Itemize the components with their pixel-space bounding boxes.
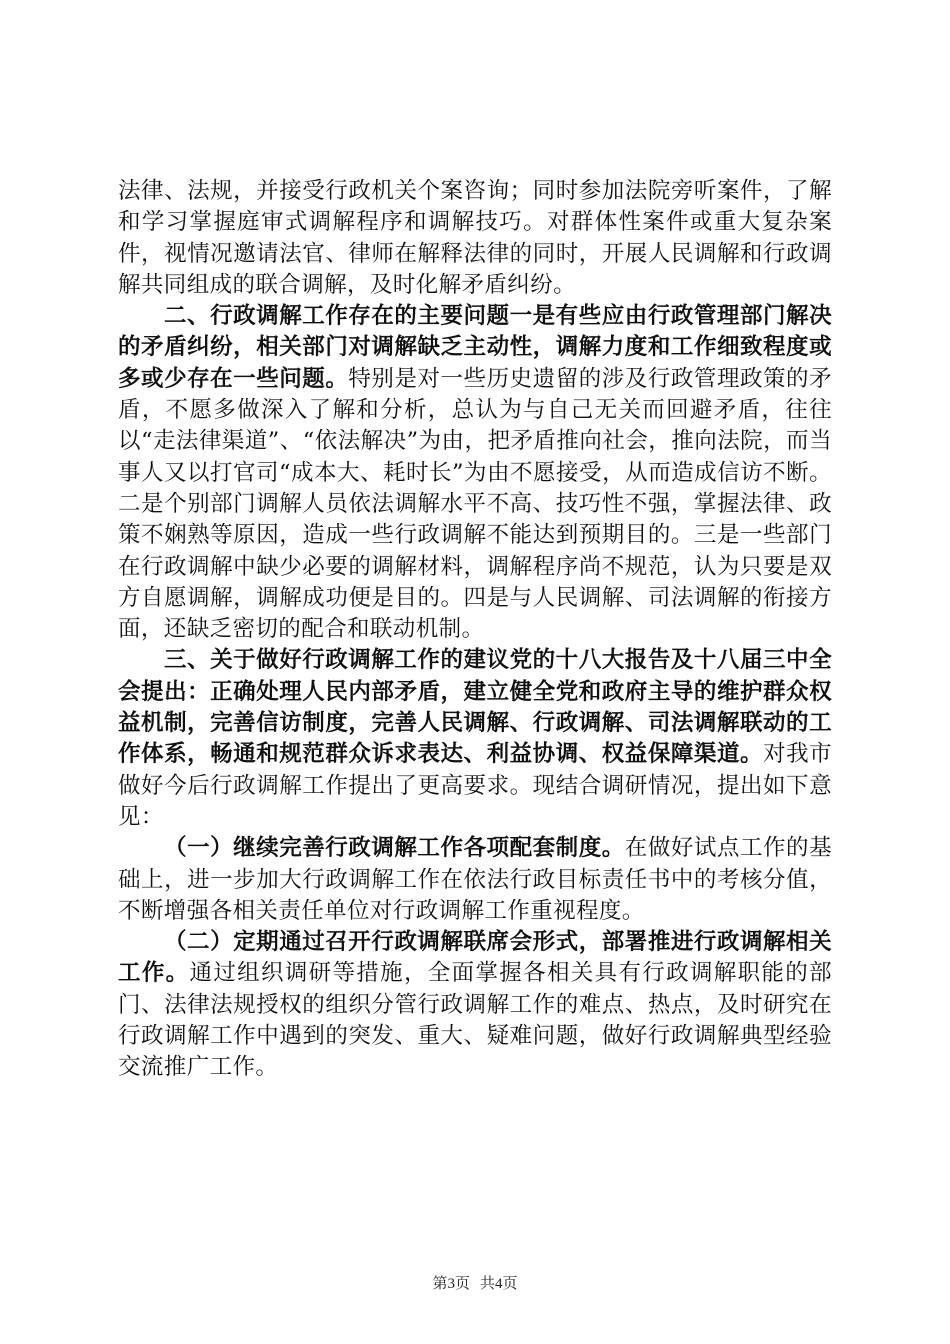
page-footer bbox=[0, 1272, 950, 1293]
paragraph-2 bbox=[118, 301, 832, 645]
paragraph-4 bbox=[118, 833, 832, 927]
section-heading-2: 二、行政调解工作存在的主要问题一是有些应由行政管理部门解决的矛盾纠纷，相关部门对调解缺乏主动性，调解力度和工作细致程度或多或少存在一些问题。 bbox=[118, 303, 832, 392]
paragraph-5-text: 通过组织调研等措施，全面掌握各相关具有行政调解职能的部门、法律法规授权的组织分管行政调解工作的难点、热点，及时研究在行政调解工作中遇到的突发、重大、疑难问题，做好行政调解典型经验交流推广工作。 bbox=[118, 960, 832, 1081]
paragraph-3 bbox=[118, 645, 832, 833]
subsection-heading-1: （一）继续完善行政调解工作各项配套制度。 bbox=[164, 835, 625, 862]
document-body bbox=[118, 176, 832, 1084]
paragraph-1 bbox=[118, 176, 832, 301]
section-heading-3: 三、关于做好行政调解工作的建议党的十八大报告及十八届三中全会提出：正确处理人民内部矛盾，建立健全党和政府主导的维护群众权益机制，完善信访制度，完善人民调解、行政调解、司法调解联动的工作体系，畅通和规范群众诉求表达、利益协调、权益保障渠道。 bbox=[118, 647, 832, 768]
paragraph-1-text: 法律、法规，并接受行政机关个案咨询；同时参加法院旁听案件，了解和学习掌握庭审式调解程序和调解技巧。对群体性案件或重大复杂案件，视情况邀请法官、律师在解释法律的同时，开展人民调解和行政调解共同组成的联合调解，及时化解矛盾纠纷。 bbox=[118, 178, 832, 298]
page-number: 第3页 bbox=[432, 1276, 470, 1292]
paragraph-2-text: 特别是对一些历史遗留的涉及行政管理政策的矛盾，不愿多做深入了解和分析，总认为与自己无关而回避矛盾，往往以“走法律渠道”、“依法解决”为由，把矛盾推向社会，推向法院，而当事人又以打官司“成本大、耗时长”为由不愿接受，从而造成信访不断。二是个别部门调解人员依法调解水平不高、技巧性不强，掌握法律、政策不娴熟等原因，造成一些行政调解不能达到预期目的。三是一些部门在行政调解中缺少必要的调解材料，调解程序尚不规范，认为只要是双方自愿调解，调解成功便是目的。四是与人民调解、司法调解的衔接方面，还缺乏密切的配合和联动机制。 bbox=[118, 365, 832, 643]
paragraph-5 bbox=[118, 927, 832, 1083]
paragraph-4-text: 在做好试点工作的基础上，进一步加大行政调解工作在依法行政目标责任书中的考核分值，不断增强各相关责任单位对行政调解工作重视程度。 bbox=[118, 835, 832, 924]
paragraph-3-text: 对我市做好今后行政调解工作提出了更高要求。现结合调研情况，提出如下意见： bbox=[118, 741, 833, 830]
subsection-heading-2: （二）定期通过召开行政调解联席会形式，部署推进行政调解相关工作。 bbox=[118, 929, 832, 987]
page-total: 共4页 bbox=[480, 1276, 518, 1292]
